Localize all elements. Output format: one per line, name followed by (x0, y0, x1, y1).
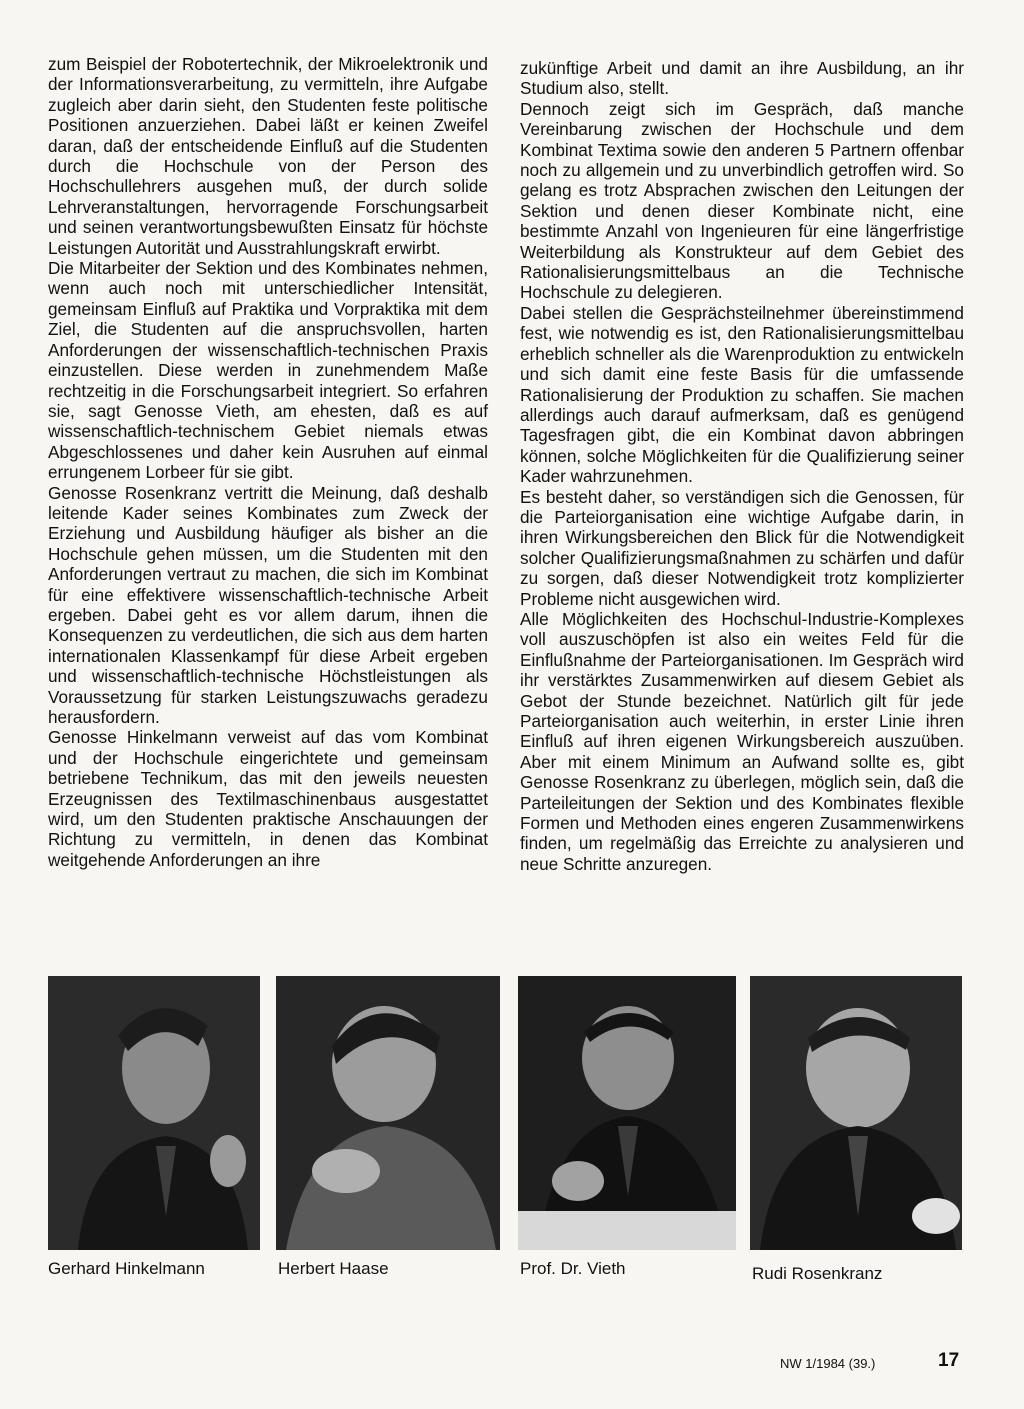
photo-caption: Prof. Dr. Vieth (520, 1259, 626, 1278)
portrait-photo-icon (48, 976, 260, 1250)
portrait-photo-icon (276, 976, 500, 1250)
paragraph: Genosse Hinkelmann verweist auf das vom Kombinat und der Hochschule eingerichtete und gemeinsam betriebene Technikum, das mit den jeweils neuesten Erzeugnissen des Textilmaschinenbaus ausgestattet wird, um den Studenten praktische Anschauungen der Richtung zu vermitteln, in denen das Kombinat weitgehende Anforderungen an ihre (48, 727, 488, 870)
portrait-photo-haase (276, 976, 500, 1250)
paragraph: Genosse Rosenkranz vertritt die Meinung, daß deshalb leitende Kader seines Kombinates zum Zweck der Erziehung und Ausbildung häufiger als bisher an die Hochschule gehen müssen, um die Studenten mit den Anforderungen vertraut zu machen, die sich im Kombinat für eine effektivere wissenschaftlich-technische Arbeit ergeben. Dabei geht es vor allem darum, ihnen die Konsequenzen zu verdeutlichen, die sich aus dem harten internationalen Klassenkampf für diese Arbeit ergeben und wissenschaftlich-technische Höchstleistungen als Voraussetzung für starken Leistungszuwachs geradezu herausfordern. (48, 482, 488, 727)
portrait-photo-icon (750, 976, 962, 1250)
portrait-photo-rosenkranz (750, 976, 962, 1250)
issue-reference: NW 1/1984 (39.) (780, 1356, 876, 1371)
paragraph: zum Beispiel der Robotertechnik, der Mikroelektronik und der Informationsverarbeitung, zu vermitteln, ihre Aufgabe zugleich aber darin sieht, den Studenten feste politische Positionen anzuerziehen. Dabei läßt er keinen Zweifel daran, daß der entscheidende Einfluß auf die Studenten durch die Hochschule von der Person des Hochschullehrers ausgehen muß, der durch solide Lehrveranstaltungen, hervorragende Forschungsarbeit und seinen verantwortungsbewußten Einsatz für höchste Leistungen Autorität und Ausstrahlungskraft erwirbt. (48, 54, 488, 258)
paragraph: zukünftige Arbeit und damit an ihre Ausbildung, an ihr Studium also, stellt. (520, 58, 964, 99)
portrait-photo-vieth (518, 976, 736, 1250)
paragraph: Alle Möglichkeiten des Hochschul-Industrie-Komplexes voll auszuschöpfen ist also ein weites Feld für die Einflußnahme der Parteiorganisationen. Im Gespräch wird ihr verstärktes Zusammenwirken auf diesem Gebiet als Gebot der Stunde bezeichnet. Natürlich gilt für jede Parteiorganisation auch weiterhin, in erster Linie ihren Einfluß auf ihren eigenen Wirkungsbereich auszuüben. Aber mit einem Minimum an Aufwand sollte es, gibt Genosse Rosenkranz zu überlegen, möglich sein, daß die Parteileitungen der Sektion und des Kombinates flexible Formen und Methoden eines engeren Zusammenwirkens finden, um regelmäßig das Erreichte zu analysieren und neue Schritte anzuregen. (520, 608, 964, 874)
article-column-right (520, 58, 964, 874)
photo-caption: Rudi Rosenkranz (752, 1264, 883, 1283)
photo-strip (0, 976, 1024, 1306)
portrait-photo-icon (518, 976, 736, 1250)
paragraph: Dabei stellen die Gesprächsteilnehmer übereinstimmend fest, wie notwendig es ist, den Rationalisierungsmittelbau erheblich schneller als die Warenproduktion zu entwickeln und sich damit eine feste Basis für die umfassende Rationalisierung der Produktion zu schaffen. Sie machen allerdings auch darauf aufmerksam, daß es genügend Tagesfragen gibt, die ein Kombinat davon abbringen können, solche Möglichkeiten für die Qualifizierung seiner Kader wahrzunehmen. (520, 302, 964, 487)
paragraph: Es besteht daher, so verständigen sich die Genossen, für die Parteiorganisation eine wichtige Aufgabe darin, in ihren Wirkungsbereichen den Blick für die Notwendigkeit solcher Qualifizierungsmaßnahmen zu schärfen und dafür zu sorgen, daß dieser Notwendigkeit trotz komplizierter Probleme nicht ausgewichen wird. (520, 486, 964, 609)
paragraph: Dennoch zeigt sich im Gespräch, daß manche Vereinbarung zwischen der Hochschule und dem Kombinat Textima sowie den anderen 5 Partnern offenbar noch zu allgemein und zu unverbindlich getroffen wird. So gelang es trotz Absprachen zwischen den Leitungen der Sektion und denen dieser Kombinate nicht, eine bestimmte Anzahl von Ingenieuren für eine längerfristige Weiterbildung als Konstrukteur auf dem Gebiet des Rationalisierungsmittelbaus an die Technische Hochschule zu delegieren. (520, 98, 964, 303)
page-number: 17 (938, 1350, 960, 1371)
portrait-photo-hinkelmann (48, 976, 260, 1250)
photo-caption: Herbert Haase (278, 1259, 389, 1278)
article-column-left (48, 54, 488, 870)
photo-caption: Gerhard Hinkelmann (48, 1259, 205, 1278)
paragraph: Die Mitarbeiter der Sektion und des Kombinates nehmen, wenn auch noch mit unterschiedlicher Intensität, gemeinsam Einfluß auf Praktika und Vorpraktika mit dem Ziel, die Studenten auf die anspruchsvollen, harten Anforderungen der wissenschaftlich-technischen Praxis einzustellen. Diese werden in zunehmendem Maße rechtzeitig in die Forschungsarbeit integriert. So erfahren sie, sagt Genosse Vieth, am ehesten, daß es auf wissenschaftlich-technischem Gebiet niemals etwas Abgeschlossenes und daher kein Ausruhen auf einmal errungenem Lorbeer für sie gibt. (48, 258, 488, 483)
